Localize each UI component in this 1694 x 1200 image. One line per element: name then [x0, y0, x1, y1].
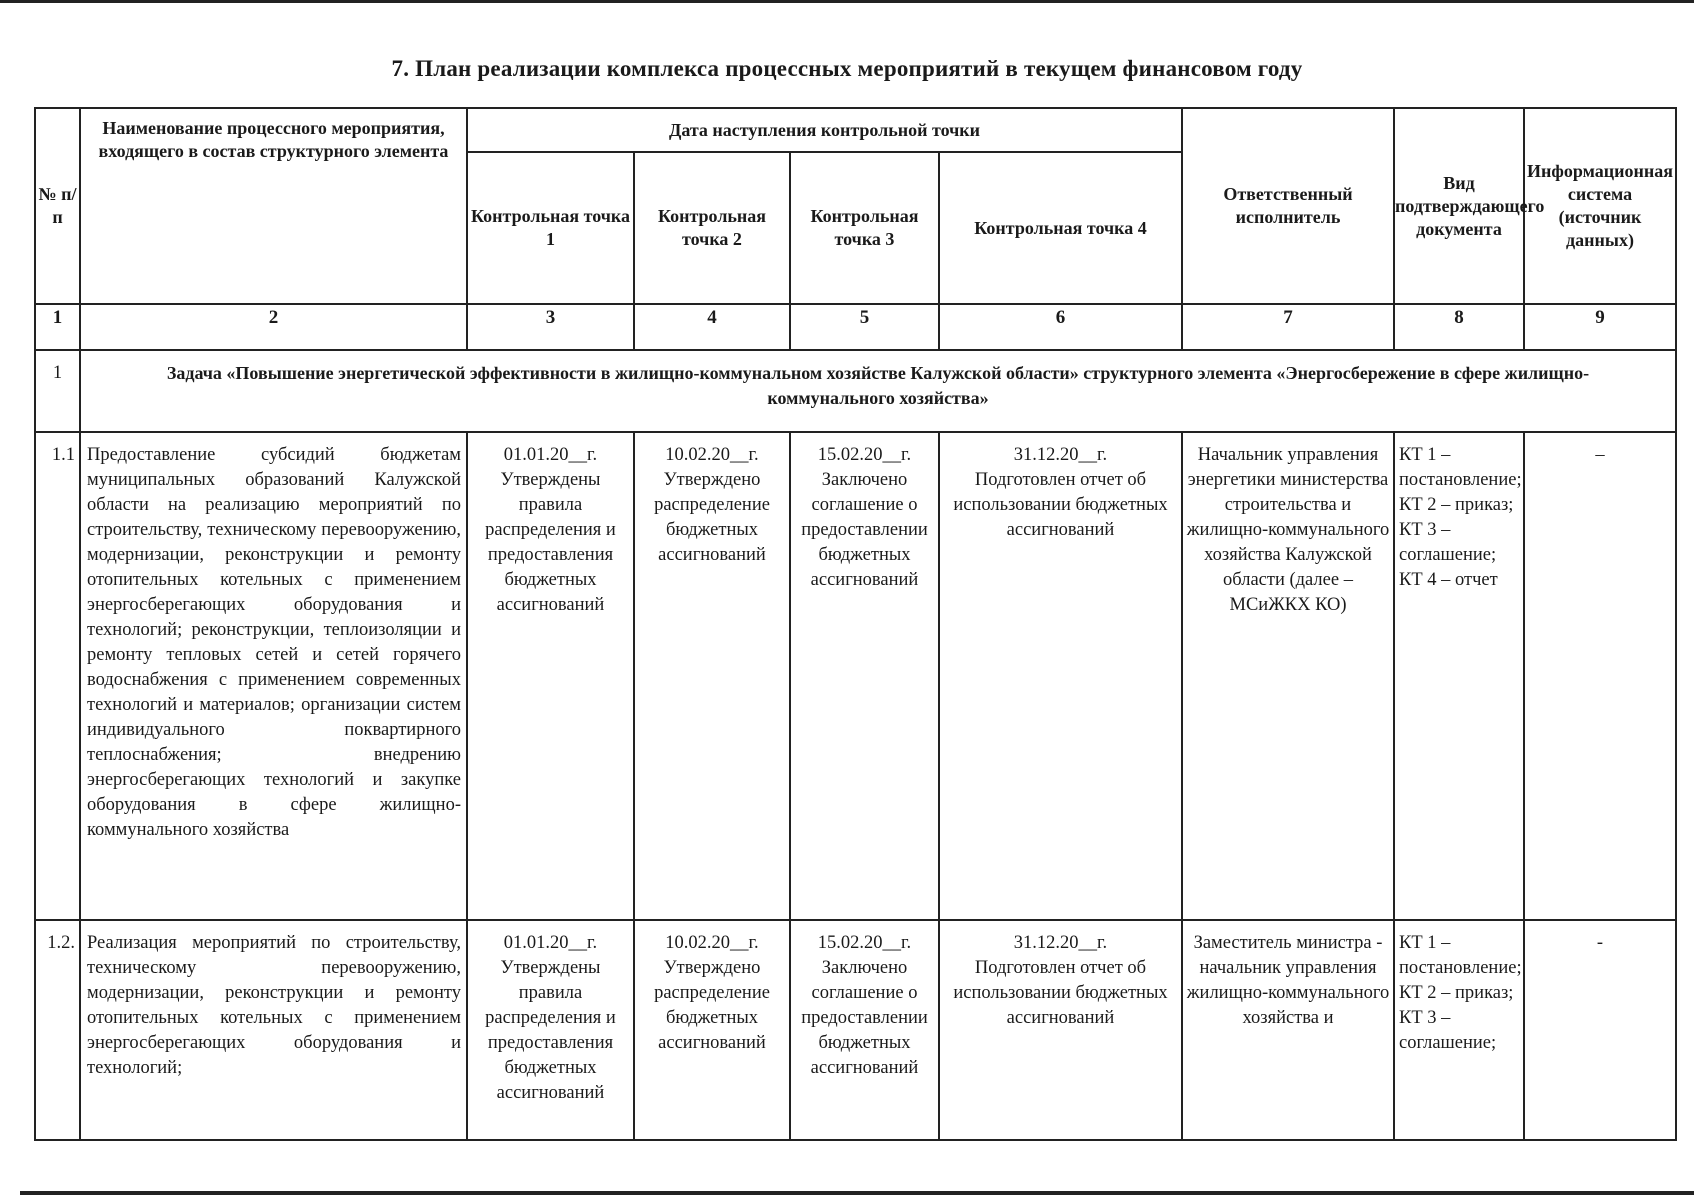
header-kt1: Контрольная точка 1	[467, 152, 634, 304]
column-number: 2	[80, 304, 467, 350]
row-kt2: 10.02.20__г. Утверждено распределение бюджетных ассигнований	[634, 432, 790, 920]
table-row	[35, 920, 1676, 1140]
column-number: 1	[35, 304, 80, 350]
header-kt2: Контрольная точка 2	[634, 152, 790, 304]
column-number: 5	[790, 304, 939, 350]
header-kt4: Контрольная точка 4	[939, 152, 1182, 304]
header-date-group: Дата наступления контрольной точки	[467, 108, 1182, 152]
row-number: 1.2.	[35, 920, 80, 1140]
bottom-rule	[20, 1191, 1694, 1195]
row-kt4: 31.12.20__г. Подготовлен отчет об использовании бюджетных ассигнований	[939, 432, 1182, 920]
column-number: 3	[467, 304, 634, 350]
row-activity-name: Реализация мероприятий по строительству, техническому перевооружению, модернизации, реконструкции и ремонту отопительных котельных с применением энергосберегающих оборудования и технологий;	[80, 920, 467, 1140]
table-row	[35, 432, 1676, 920]
row-responsible: Заместитель министра - начальник управления жилищно-коммунального хозяйства и	[1182, 920, 1394, 1140]
row-doc-type: КТ 1 – постановление; КТ 2 – приказ; КТ 3 – соглашение; КТ 4 – отчет	[1394, 432, 1524, 920]
row-kt1: 01.01.20__г. Утверждены правила распределения и предоставления бюджетных ассигнований	[467, 920, 634, 1140]
page-title: 7. План реализации комплекса процессных мероприятий в текущем финансовом году	[391, 56, 1303, 81]
column-number: 6	[939, 304, 1182, 350]
row-info-system: –	[1524, 432, 1676, 920]
task-number: 1	[35, 350, 80, 432]
row-activity-name: Предоставление субсидий бюджетам муниципальных образований Калужской области на реализацию мероприятий по строительству, техническому перевооружению, модернизации, реконструкции и ремонту отопительных котельных с применением энергосберегающих оборудования и технологий; реконструкции, теплоизоляции и ремонту тепловых сетей и сетей горячего водоснабжения с применением современных технологий и материалов; организации систем индивидуального поквартирного теплоснабжения; внедрению энергосберегающих технологий и закупке оборудования в сфере жилищно-коммунального хозяйства	[80, 432, 467, 920]
header-responsible: Ответственный исполнитель	[1182, 108, 1394, 304]
header-info-system: Информационная система (источник данных)	[1524, 108, 1676, 304]
row-kt4: 31.12.20__г. Подготовлен отчет об использовании бюджетных ассигнований	[939, 920, 1182, 1140]
header-name: Наименование процессного мероприятия, входящего в состав структурного элемента	[80, 108, 467, 304]
header-doc-type: Вид подтверждающего документа	[1394, 108, 1524, 304]
column-number: 9	[1524, 304, 1676, 350]
column-number: 4	[634, 304, 790, 350]
header-row-top	[35, 108, 1676, 152]
task-text: Задача «Повышение энергетической эффективности в жилищно-коммунальном хозяйстве Калужской области» структурного элемента «Энергосбережение в сфере жилищно-коммунального хозяйства»	[80, 350, 1676, 432]
plan-table	[34, 107, 1677, 1141]
row-kt3: 15.02.20__г. Заключено соглашение о предоставлении бюджетных ассигнований	[790, 920, 939, 1140]
row-info-system: -	[1524, 920, 1676, 1140]
row-kt1: 01.01.20__г. Утверждены правила распределения и предоставления бюджетных ассигнований	[467, 432, 634, 920]
row-kt2: 10.02.20__г. Утверждено распределение бюджетных ассигнований	[634, 920, 790, 1140]
header-num: № п/п	[35, 108, 80, 304]
row-responsible: Начальник управления энергетики министерства строительства и жилищно-коммунального хозяйства Калужской области (далее – МСиЖКХ КО)	[1182, 432, 1394, 920]
column-number: 7	[1182, 304, 1394, 350]
row-number: 1.1	[35, 432, 80, 920]
top-rule	[0, 0, 1694, 3]
row-kt3: 15.02.20__г. Заключено соглашение о предоставлении бюджетных ассигнований	[790, 432, 939, 920]
column-number-row	[35, 304, 1676, 350]
header-kt3: Контрольная точка 3	[790, 152, 939, 304]
column-number: 8	[1394, 304, 1524, 350]
row-doc-type: КТ 1 – постановление; КТ 2 – приказ; КТ 3 – соглашение;	[1394, 920, 1524, 1140]
task-row	[35, 350, 1676, 432]
